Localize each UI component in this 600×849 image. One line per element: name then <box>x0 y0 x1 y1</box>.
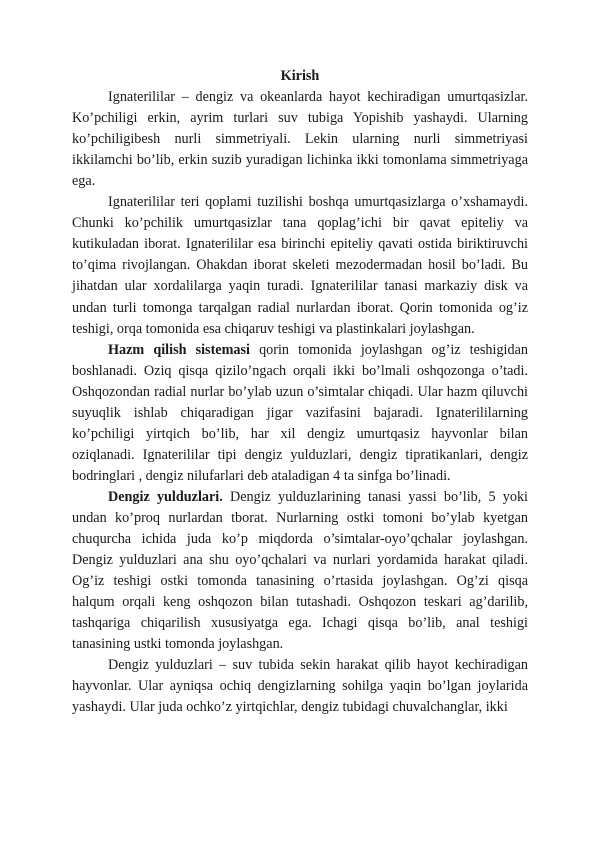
paragraph-habitat <box>72 655 528 718</box>
document-page <box>72 66 528 718</box>
paragraph-text: Dengiz yulduzlari – suv tubida sekin harakat qilib hayot kechiradigan hayvonlar. Ular ayniqsa ochiq dengizlarning sohilga yaqin bo’lgan joylarida yashaydi. Ular juda ochko’z yirtqichlar, dengiz tubidagi chuvalchanglar, ikki <box>72 657 528 716</box>
paragraph-starfish <box>72 487 528 655</box>
paragraph-text: Ignaterililar – dengiz va okeanlarda hayot kechiradigan umurtqasizlar. Ko’pchiligi erkin, ayrim turlari suv tubiga Yopishib yashaydi. Ularning ko’pchiligibesh nurli simmetriyali. Lekin ularning nurli simmetriyasi ikkilamchi bo’lib, erkin suzib yuradigan lichinka ikki tomonlama simmetriyaga ega. <box>72 89 528 190</box>
paragraph-lead: Hazm qilish sistemasi <box>108 341 250 358</box>
paragraph-digestion <box>72 340 528 487</box>
paragraph-text: Ignaterililar teri qoplami tuzilishi boshqa umurtqasizlarga o’xshamaydi. Chunki ko’pchilik umurtqasizlar tana qoplag’ichi bir qavat epiteliy va kutikuladan iborat. Ignaterililar esa birinchi epiteliy qavati ostida biriktiruvchi to’qima rivojlangan. Ohakdan iborat skeleti mezodermadan hosil bo’ladi. Bu jihatdan ular xordalilarga yaqin turadi. Ignaterililar tanasi markaziy disk va undan turli tomonga tarqalgan radial nurlardan iborat. Qorin tomonida og’iz teshigi, orqa tomonida esa chiqaruv teshigi va plastinkalari joylashgan. <box>72 194 528 337</box>
page-title: Kirish <box>280 68 320 84</box>
paragraph-intro <box>72 87 528 192</box>
paragraph-skin <box>72 192 528 339</box>
paragraph-text: qorin tomonida joylashgan og’iz teshigidan boshlanadi. Oziq qisqa qizilo’ngach orqali ikki bo’lmali oshqozonga o’tadi. Oshqozondan radial nurlar bo’ylab uzun o’simtalar chiqadi. Ular hazm qiluvchi suyuqlik ishlab chiqaradigan jigar vazifasini bajaradi. Ignaterililarning ko’pchiligi yirtqich bo’lib, har xil dengiz umurtqasiz hayvonlar bilan oziqlanadi. Ignaterililar tipi dengiz yulduzlari, dengiz tipratikanlari, dengiz bodringlari , dengiz nilufarlari deb ataladigan 4 ta sinfga bo’linadi. <box>72 341 528 484</box>
paragraph-text: Dengiz yulduzlarining tanasi yassi bo’lib, 5 yoki undan ko’proq nurlardan tborat. Nurlarning ostki tomoni bo’ylab kyetgan chuqurcha ichida juda ko’p miqdorda o’simtalar-oyo’qchalar joylashgan. Dengiz yulduzlari ana shu oyo’qchalari va nurlari yordamida harakat qiladi. Og’iz teshigi ostki tomonda tanasining o’rtasida joylashgan. Og’zi qisqa halqum orqali keng oshqozon bilan tutashadi. Oshqozon teskari ag’darilib, tashqariga chiqarilish xususiyatga ega. Ichagi qisqa bo’lib, anal teshigi tanasining ustki tomonda joylashgan. <box>72 488 528 653</box>
paragraph-lead: Dengiz yulduzlari. <box>108 488 223 505</box>
